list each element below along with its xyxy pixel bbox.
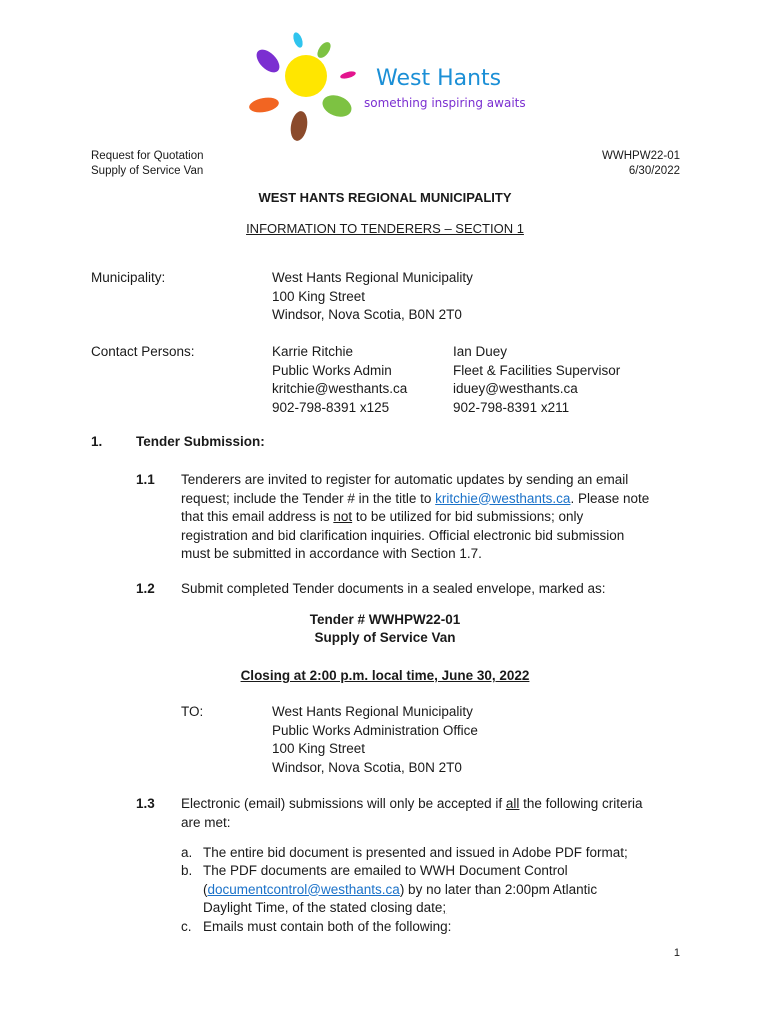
header-right-line2: 6/30/2022 <box>628 165 680 177</box>
logo-tagline: something inspiring awaits <box>364 96 526 110</box>
list-b-text <box>203 862 597 918</box>
item-1-1-text <box>181 471 649 564</box>
contact-1-name: Karrie Ritchie <box>272 344 354 359</box>
page-number: 1 <box>673 947 680 959</box>
item-1-1-line2-pre: request; include the Tender # in the title to <box>181 490 436 506</box>
header-left-line1: Request for Quotation <box>91 150 204 162</box>
item-1-2-text: Submit completed Tender documents in a sealed envelope, marked as: <box>181 581 606 596</box>
item-1-1-line: Tenderers are invited to register for automatic updates by sending an email <box>181 472 629 487</box>
item-1-1-line3-pre: that this email address is <box>181 509 334 524</box>
list-a-text: The entire bid document is presented and issued in Adobe PDF format; <box>203 845 628 860</box>
item-1-1-line: must be submitted in accordance with Section 1.7. <box>181 546 482 561</box>
contact-1-email: kritchie@westhants.ca <box>272 381 408 396</box>
list-b-line: The PDF documents are emailed to WWH Document Control <box>203 863 568 878</box>
header-left <box>91 149 204 179</box>
logo-petal-green-2 <box>319 91 354 120</box>
to-address-line: West Hants Regional Municipality <box>272 704 473 719</box>
logo-petal-purple <box>252 45 283 76</box>
item-1-1-line3-post: to be utilized for bid submissions; only <box>352 509 584 524</box>
contact-2-title: Fleet & Facilities Supervisor <box>453 362 621 378</box>
header-right-line1: WWHPW22-01 <box>602 150 680 162</box>
section-subtitle: INFORMATION TO TENDERERS – SECTION 1 <box>246 221 524 236</box>
section-1-number: 1. <box>91 434 103 449</box>
contact-2-phone: 902-798-8391 x211 <box>453 399 570 415</box>
header-left-line2: Supply of Service Van <box>91 165 204 177</box>
logo-petal-cyan <box>292 31 305 49</box>
item-1-1-line: registration and bid clarification inquiries. Official electronic bid submission <box>181 527 625 543</box>
list-b-label: b. <box>181 863 193 878</box>
logo-petal-magenta <box>339 70 356 80</box>
tender-number: Tender # WWHPW22-01 <box>309 612 461 627</box>
west-hants-logo <box>240 28 370 144</box>
kritchie-email-link[interactable]: kritchie@westhants.ca <box>435 490 571 506</box>
closing-time: Closing at 2:00 p.m. local time, June 30, 2022 <box>240 668 530 683</box>
list-b-line <box>203 881 597 900</box>
item-1-3-text <box>181 795 642 832</box>
documentcontrol-email-link[interactable]: documentcontrol@westhants.ca <box>207 881 400 897</box>
list-b-line <box>203 899 597 918</box>
tender-title: Supply of Service Van <box>314 630 456 645</box>
item-1-3-line1-post: the following criteria <box>519 796 643 811</box>
contact-2-email: iduey@westhants.ca <box>453 381 578 396</box>
contact-1-title: Public Works Admin <box>272 362 392 378</box>
page-title: WEST HANTS REGIONAL MUNICIPALITY <box>258 190 512 205</box>
to-label: TO: <box>181 704 204 719</box>
list-b-line2-pre: ( <box>203 881 208 897</box>
logo-petal-brown <box>289 110 310 142</box>
to-address <box>272 703 478 777</box>
logo-petal-orange <box>248 96 280 115</box>
contact-person-1 <box>272 343 407 417</box>
to-address-line: 100 King Street <box>272 741 366 756</box>
item-1-3-line: are met: <box>181 814 231 830</box>
item-1-3-number: 1.3 <box>136 796 155 811</box>
list-c-label: c. <box>181 919 192 934</box>
municipality-line: West Hants Regional Municipality <box>272 270 473 285</box>
list-b-line3-pre: Daylight Time, of the stated closing date <box>203 900 443 915</box>
contact-1-phone: 902-798-8391 x125 <box>272 399 390 415</box>
municipality-line: 100 King Street <box>272 288 366 304</box>
logo-sun <box>285 55 327 97</box>
logo-name: West Hants <box>376 66 502 91</box>
item-1-3-line <box>181 795 642 814</box>
item-1-1-not-emphasis: not <box>333 509 353 524</box>
to-address-line: Public Works Administration Office <box>272 722 478 738</box>
contact-persons-label: Contact Persons: <box>91 344 195 359</box>
list-c-text: Emails must contain both of the following: <box>203 919 452 934</box>
list-b-semicolon: ; <box>442 900 447 915</box>
municipality-address <box>272 269 473 325</box>
section-1-heading: Tender Submission: <box>136 434 265 449</box>
item-1-3-all-emphasis: all <box>505 796 520 811</box>
list-b-line2-post: ) by no later than 2:00pm Atlantic <box>399 881 598 897</box>
contact-2-name: Ian Duey <box>453 344 508 359</box>
item-1-1-number: 1.1 <box>136 472 155 487</box>
to-address-line: Windsor, Nova Scotia, B0N 2T0 <box>272 759 462 775</box>
list-a-label: a. <box>181 845 193 860</box>
header-right <box>602 149 680 179</box>
item-1-1-line <box>181 508 649 527</box>
logo-petal-green <box>315 40 334 60</box>
item-1-1-line <box>181 490 649 509</box>
municipality-label: Municipality: <box>91 270 166 285</box>
item-1-3-line1-pre: Electronic (email) submissions will only be accepted if <box>181 796 506 811</box>
item-1-2-number: 1.2 <box>136 581 155 596</box>
item-1-1-line2-post: . Please note <box>570 490 650 506</box>
contact-person-2 <box>453 343 620 417</box>
municipality-line: Windsor, Nova Scotia, B0N 2T0 <box>272 307 462 322</box>
